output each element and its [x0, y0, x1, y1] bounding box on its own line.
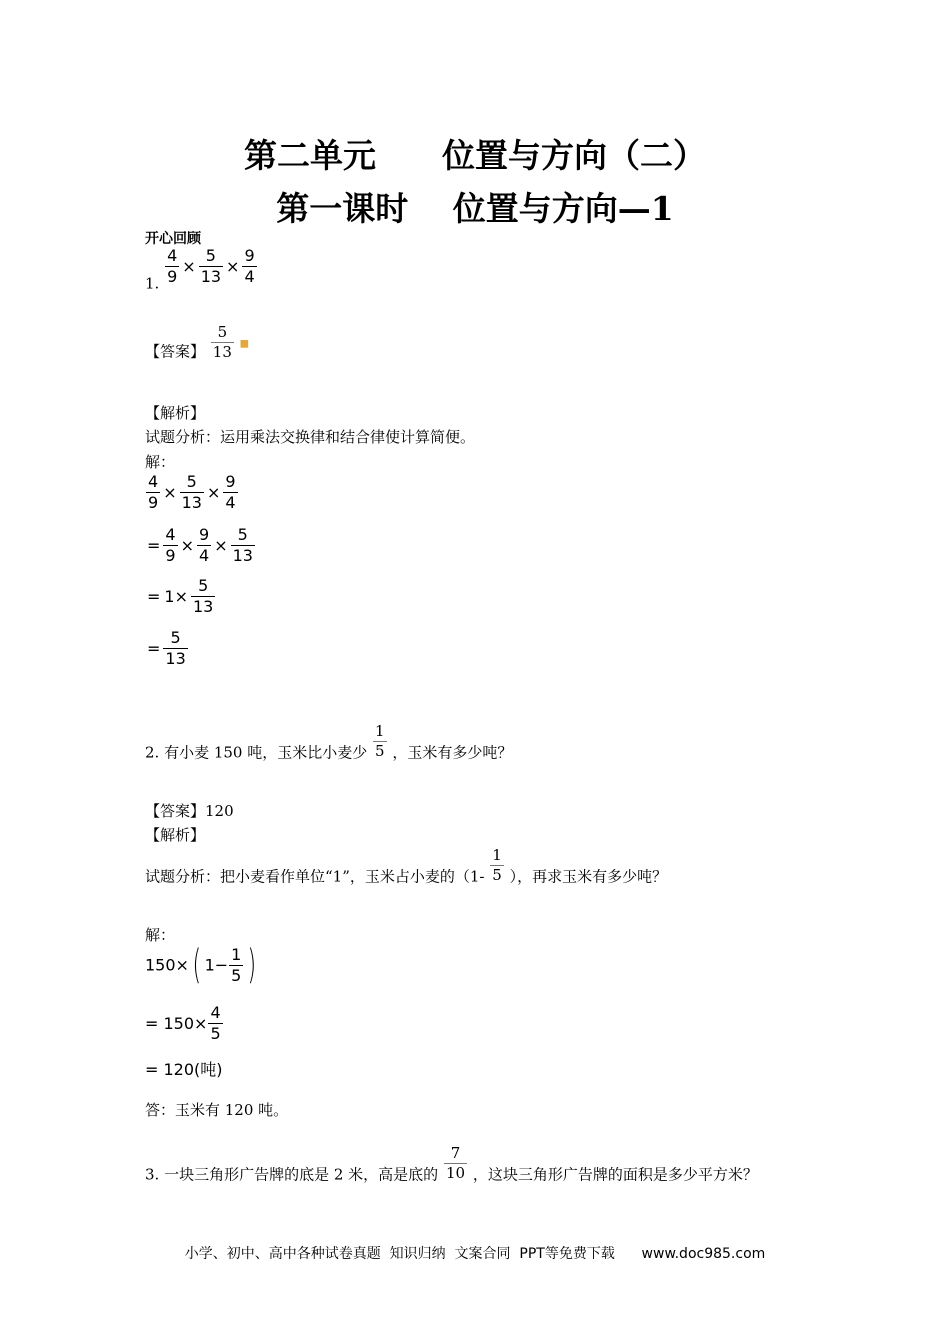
q2-step1-prefix: 150× — [145, 955, 189, 975]
q2-step2-prefix: = 150× — [145, 1014, 208, 1033]
q2-analysis-fraction — [489, 846, 505, 884]
operator: × — [163, 483, 177, 502]
q2-step-1 — [145, 942, 260, 988]
numerator: 4 — [210, 1003, 221, 1022]
q1-answer — [145, 325, 249, 362]
fraction — [229, 944, 243, 985]
q1-analysis-label: 【解析】 — [145, 404, 206, 422]
operator: × — [226, 257, 240, 276]
q2-answer-label: 【答案】 — [145, 802, 206, 820]
q1-step-1 — [145, 474, 239, 511]
fraction — [163, 527, 177, 564]
numerator: 9 — [244, 246, 255, 265]
denominator: 9 — [167, 267, 178, 286]
numerator: 4 — [165, 525, 176, 544]
numerator: 4 — [148, 472, 159, 491]
fraction — [146, 474, 160, 511]
q1-number: 1. — [145, 274, 160, 293]
q2-text-after: ，玉米有多少吨？ — [392, 743, 513, 762]
q2-text-before: 2. 有小麦 150 吨，玉米比小麦少 — [145, 743, 368, 762]
page-footer: 小学、初中、高中各种试卷真题 知识归纳 文案合同 PPT等免费下载 www.doc985.com — [184, 1246, 766, 1262]
q2-conclusion: 答：玉米有 120 吨。 — [145, 1101, 289, 1119]
operator: = — [147, 639, 161, 658]
numerator: 1 — [492, 846, 502, 864]
q2-step1-inner: 1− — [204, 955, 229, 975]
q1-solution-label: 解： — [145, 453, 176, 471]
denominator: 5 — [231, 965, 242, 985]
numerator: 5 — [186, 472, 197, 491]
q3-text-after: ，这块三角形广告牌的面积是多少平方米？ — [472, 1165, 758, 1184]
operator: 1× — [164, 587, 188, 606]
q1-step-4 — [145, 630, 189, 667]
denominator: 9 — [148, 493, 159, 512]
q1-expression — [164, 246, 258, 286]
q2-step-2 — [145, 1005, 224, 1042]
numerator: 1 — [375, 722, 385, 740]
numerator: 5 — [237, 525, 248, 544]
q2-analysis-after: ），再求玉米有多少吨？ — [509, 867, 668, 886]
unit-title: 第二单元 位置与方向（二） — [244, 136, 706, 175]
fraction — [208, 1005, 222, 1042]
q2-analysis-before: 试题分析：把小麦看作单位“1”，玉米占小麦的（1- — [145, 867, 485, 886]
denominator: 9 — [165, 546, 176, 565]
q2-solution-label: 解： — [145, 926, 176, 944]
denominator: 4 — [199, 546, 210, 565]
operator: = — [147, 587, 161, 606]
numerator: 9 — [199, 525, 210, 544]
numerator: 9 — [225, 472, 236, 491]
fraction — [373, 724, 387, 759]
q1-analysis-text: 试题分析：运用乘法交换律和结合律使计算简便。 — [145, 428, 476, 446]
operator: × — [180, 536, 194, 555]
denominator: 13 — [165, 649, 186, 668]
fraction — [231, 527, 255, 564]
q1-problem — [145, 248, 258, 293]
q1-answer-label: 【答案】 — [145, 342, 206, 361]
operator: × — [206, 483, 221, 502]
q3-fraction — [443, 1144, 468, 1182]
fraction — [211, 325, 234, 360]
q2-analysis — [145, 848, 667, 887]
operator: × — [182, 257, 196, 276]
q2-problem — [145, 724, 512, 763]
numerator: 4 — [167, 246, 178, 265]
numerator: 5 — [217, 323, 228, 341]
denominator: 13 — [181, 493, 202, 512]
denominator: 13 — [232, 546, 253, 565]
numerator: 5 — [170, 628, 181, 647]
left-paren: ( — [192, 942, 202, 988]
denominator: 5 — [492, 866, 502, 884]
fraction — [191, 578, 215, 615]
q3-problem — [145, 1146, 758, 1185]
q2-step1-fraction — [228, 944, 244, 985]
edit-mark: ■ — [239, 338, 250, 350]
fraction — [197, 527, 211, 564]
fraction — [180, 474, 204, 511]
denominator: 13 — [193, 597, 214, 616]
operator: = — [147, 536, 161, 555]
operator: × — [214, 536, 228, 555]
q3-text-before: 3. 一块三角形广告牌的底是 2 米，高是底的 — [145, 1165, 439, 1184]
denominator: 5 — [210, 1024, 221, 1043]
numerator: 5 — [205, 246, 216, 265]
q2-analysis-label: 【解析】 — [145, 826, 206, 844]
denominator: 10 — [445, 1164, 466, 1182]
fraction — [165, 248, 179, 285]
q2-answer — [145, 800, 234, 821]
section-heading: 开心回顾 — [145, 231, 201, 247]
fraction — [163, 630, 187, 667]
denominator: 4 — [244, 267, 255, 286]
q1-step-2 — [145, 527, 256, 564]
fraction — [242, 248, 256, 285]
q2-step-3: = 120(吨) — [145, 1060, 223, 1079]
numerator: 7 — [450, 1144, 461, 1162]
denominator: 4 — [225, 493, 236, 512]
q1-step-3 — [145, 578, 216, 615]
q2-step2-fraction — [207, 1003, 223, 1043]
right-paren: ) — [247, 942, 257, 988]
lesson-title: 第一课时 位置与方向—1 — [276, 189, 674, 228]
denominator: 5 — [375, 742, 385, 760]
denominator: 13 — [200, 267, 222, 286]
numerator: 1 — [231, 944, 242, 964]
q1-answer-fraction — [210, 323, 235, 361]
denominator: 13 — [212, 343, 232, 361]
q2-answer-value: 120 — [205, 802, 234, 820]
fraction — [199, 248, 223, 285]
fraction — [223, 474, 237, 511]
q2-fraction — [372, 722, 388, 760]
fraction — [444, 1146, 467, 1181]
fraction — [490, 848, 504, 883]
numerator: 5 — [198, 576, 209, 595]
